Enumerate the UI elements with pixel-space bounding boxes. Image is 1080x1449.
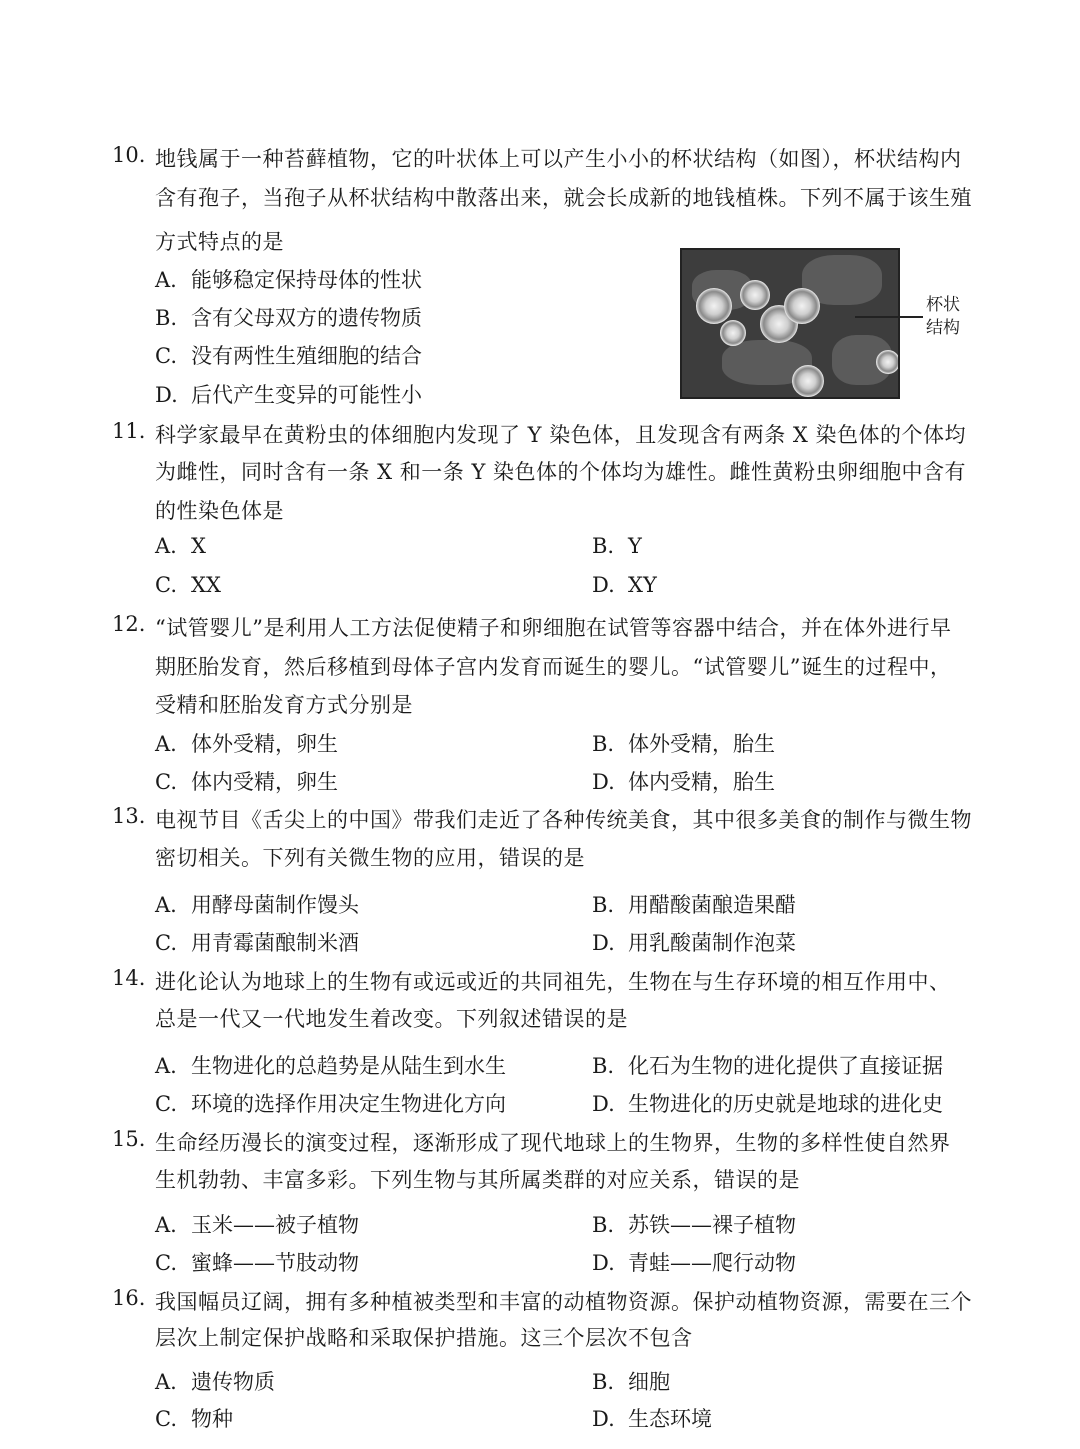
- question-number: 10.: [112, 143, 146, 167]
- option-b: B. 体外受精，胎生: [592, 732, 775, 756]
- option-a: A. 遗传物质: [155, 1370, 275, 1394]
- question-text-line: 电视节目《舌尖上的中国》带我们走近了各种传统美食，其中很多美食的制作与微生物: [155, 808, 972, 832]
- option-c: C. 蜜蜂——节肢动物: [155, 1251, 359, 1275]
- question-text-line: 为雌性，同时含有一条 X 和一条 Y 染色体的个体均为雄性。雌性黄粉虫卵细胞中含有: [155, 460, 967, 484]
- label-pointer-line: [855, 316, 923, 318]
- question-text-line: 生机勃勃、丰富多彩。下列生物与其所属类群的对应关系，错误的是: [155, 1168, 800, 1192]
- option-d: D. 体内受精，胎生: [592, 770, 775, 794]
- option-b: B. 用醋酸菌酿造果醋: [592, 893, 796, 917]
- question-text-line: 方式特点的是: [155, 230, 284, 254]
- question-number: 12.: [112, 612, 146, 636]
- option-a: A. X: [155, 534, 206, 558]
- figure-label: 结构: [926, 318, 960, 338]
- question-text-line: 地钱属于一种苔藓植物，它的叶状体上可以产生小小的杯状结构（如图），杯状结构内: [155, 147, 962, 171]
- option-d: D. 后代产生变异的可能性小: [155, 383, 422, 407]
- question-number: 11.: [112, 419, 146, 443]
- option-c: C. 没有两性生殖细胞的结合: [155, 344, 422, 368]
- option-b: B. 化石为生物的进化提供了直接证据: [592, 1054, 943, 1078]
- question-text-line: 密切相关。下列有关微生物的应用，错误的是: [155, 846, 585, 870]
- option-c: C. 物种: [155, 1407, 233, 1431]
- option-d: D. 青蛙——爬行动物: [592, 1251, 796, 1275]
- option-c: C. XX: [155, 573, 221, 597]
- option-a: A. 用酵母菌制作馒头: [155, 893, 359, 917]
- option-a: A. 玉米——被子植物: [155, 1213, 359, 1237]
- question-text-line: 总是一代又一代地发生着改变。下列叙述错误的是: [155, 1007, 628, 1031]
- option-a: A. 能够稳定保持母体的性状: [155, 268, 422, 292]
- question-number: 14.: [112, 966, 146, 990]
- question-text-line: 进化论认为地球上的生物有或远或近的共同祖先，生物在与生存环境的相互作用中、: [155, 970, 951, 994]
- figure-label: 杯状: [926, 295, 960, 315]
- option-b: B. Y: [592, 534, 642, 558]
- option-d: D. 生态环境: [592, 1407, 712, 1431]
- question-text-line: 科学家最早在黄粉虫的体细胞内发现了 Y 染色体，且发现含有两条 X 染色体的个体均: [155, 423, 967, 447]
- option-c: C. 体内受精，卵生: [155, 770, 338, 794]
- option-c: C. 用青霉菌酿制米酒: [155, 931, 359, 955]
- question-text-line: 的性染色体是: [155, 499, 284, 523]
- question-number: 16.: [112, 1286, 146, 1310]
- option-a: A. 生物进化的总趋势是从陆生到水生: [155, 1054, 506, 1078]
- option-d: D. 用乳酸菌制作泡菜: [592, 931, 796, 955]
- option-c: C. 环境的选择作用决定生物进化方向: [155, 1092, 506, 1116]
- option-a: A. 体外受精，卵生: [155, 732, 338, 756]
- question-text-line: 期胚胎发育，然后移植到母体子宫内发育而诞生的婴儿。“试管婴儿”诞生的过程中，: [155, 655, 952, 679]
- option-d: D. XY: [592, 573, 657, 597]
- question-text-line: 我国幅员辽阔，拥有多种植被类型和丰富的动植物资源。保护动植物资源，需要在三个: [155, 1290, 972, 1314]
- option-d: D. 生物进化的历史就是地球的进化史: [592, 1092, 943, 1116]
- question-text-line: 层次上制定保护战略和采取保护措施。这三个层次不包含: [155, 1326, 693, 1350]
- question-text-line: “试管婴儿”是利用人工方法促使精子和卵细胞在试管等容器中结合，并在体外进行早: [155, 616, 952, 640]
- question-text-line: 受精和胚胎发育方式分别是: [155, 693, 413, 717]
- question-number: 15.: [112, 1127, 146, 1151]
- option-b: B. 细胞: [592, 1370, 670, 1394]
- question-text-line: 生命经历漫长的演变过程，逐渐形成了现代地球上的生物界，生物的多样性使自然界: [155, 1131, 951, 1155]
- liverwort-photo: [680, 248, 900, 399]
- question-number: 13.: [112, 804, 146, 828]
- option-b: B. 苏铁——裸子植物: [592, 1213, 796, 1237]
- question-text-line: 含有孢子，当孢子从杯状结构中散落出来，就会长成新的地钱植株。下列不属于该生殖: [155, 186, 972, 210]
- option-b: B. 含有父母双方的遗传物质: [155, 306, 422, 330]
